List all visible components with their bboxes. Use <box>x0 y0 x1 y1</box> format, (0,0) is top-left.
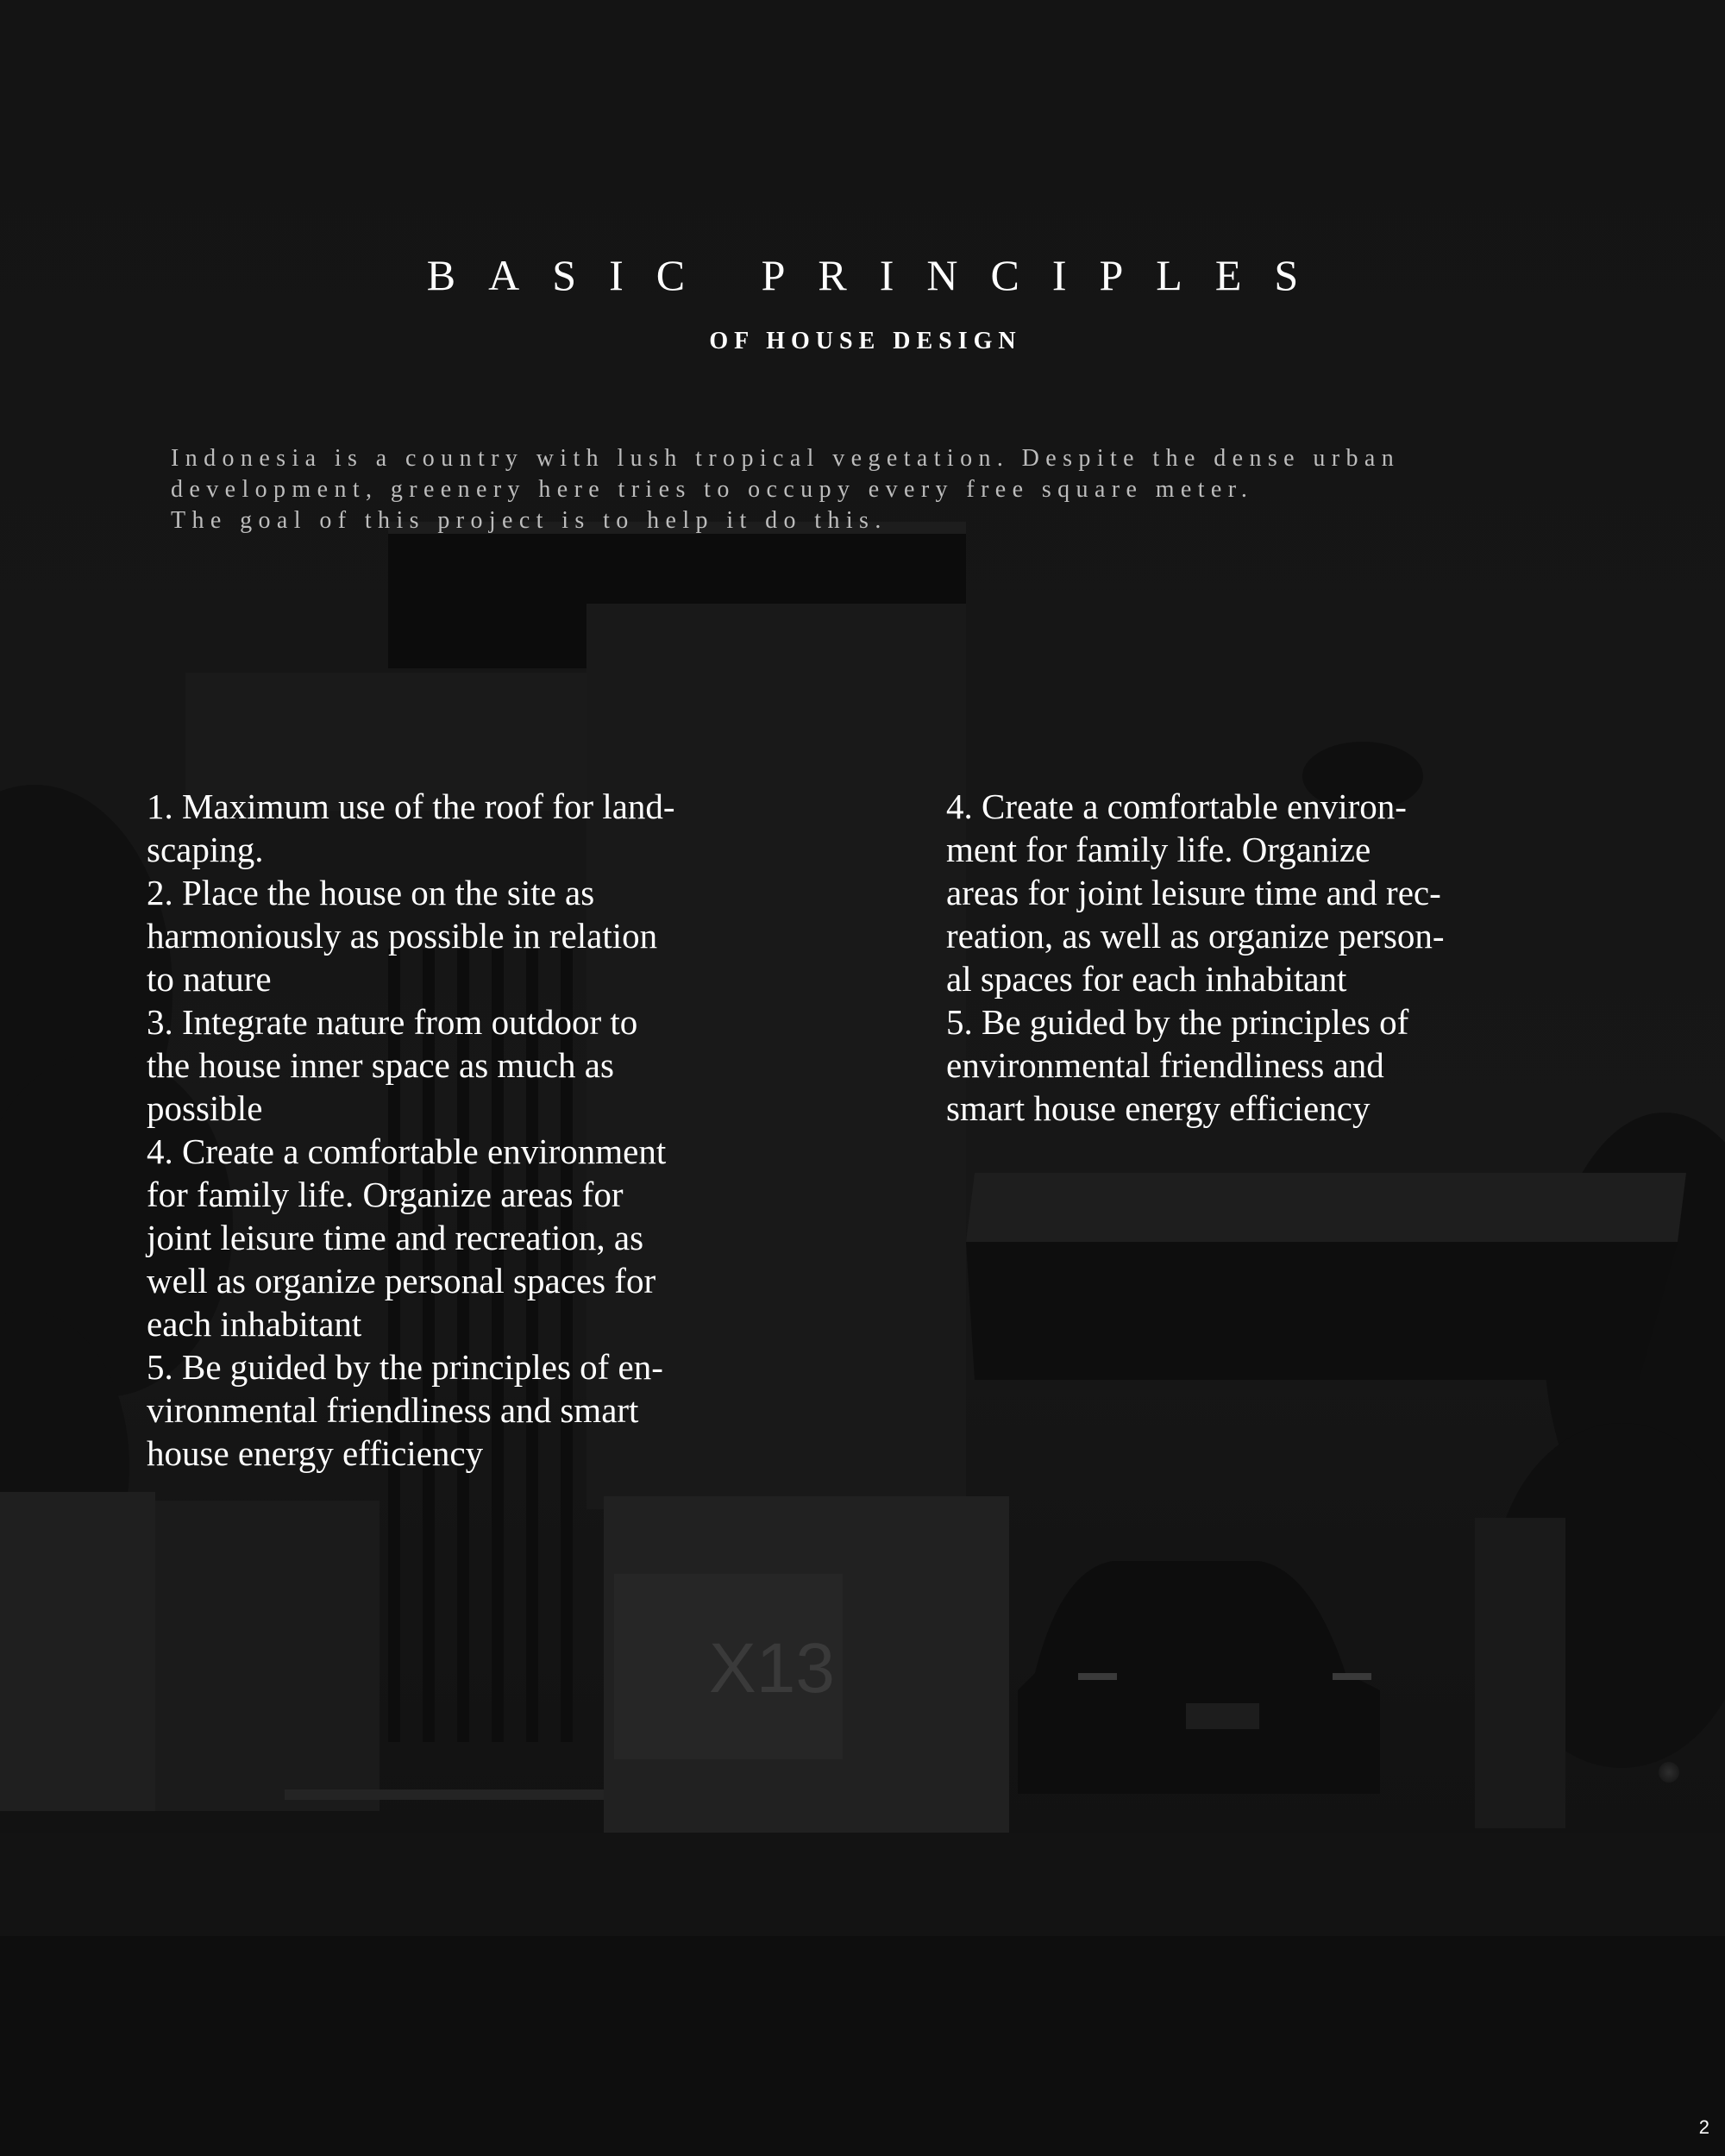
pavement <box>0 1833 1725 1936</box>
carport-roof <box>966 1173 1686 1242</box>
principle-line: environmental friendliness and <box>946 1045 1384 1085</box>
principle-line: the house inner space as much as <box>147 1045 614 1085</box>
intro-paragraph <box>171 443 1551 536</box>
principle-line: 5. Be guided by the principles of <box>946 1002 1409 1042</box>
principle-line: each inhabitant <box>147 1304 362 1344</box>
principle-line: 4. Create a comfortable environ- <box>946 787 1407 826</box>
principle-line: house energy efficiency <box>147 1433 484 1473</box>
principles-list-left <box>147 785 802 1475</box>
principle-line: reation, as well as organize person- <box>946 916 1445 956</box>
principle-line: 5. Be guided by the principles of en- <box>147 1347 663 1387</box>
page-subtitle: OF HOUSE DESIGN <box>709 328 1022 354</box>
page-number: 2 <box>1698 2116 1709 2138</box>
principle-line: for family life. Organize areas for <box>147 1175 624 1214</box>
page-title: BASIC PRINCIPLES <box>426 251 1332 299</box>
principle-line: well as organize personal spaces for <box>147 1261 656 1300</box>
principle-line: 3. Integrate nature from outdoor to <box>147 1002 638 1042</box>
principle-line: al spaces for each inhabitant <box>946 959 1347 999</box>
principle-line: to nature <box>147 959 272 999</box>
principle-line: vironmental friendliness and smart <box>147 1390 639 1430</box>
principle-line: 1. Maximum use of the roof for land- <box>147 787 675 826</box>
principle-line: harmoniously as possible in relation <box>147 916 658 956</box>
principle-line: scaping. <box>147 830 264 869</box>
left-lower-wall <box>0 1492 155 1811</box>
house-number-sign: X13 <box>709 1629 835 1708</box>
principle-line: ment for family life. Organize <box>946 830 1371 869</box>
principles-list-right <box>946 785 1619 1130</box>
principle-line: 2. Place the house on the site as <box>147 873 595 912</box>
principle-line: possible <box>147 1088 263 1128</box>
intro-line: development, greenery here tries to occupy every free square meter. <box>171 476 1254 503</box>
principle-line: joint leisure time and recreation, as <box>147 1218 644 1257</box>
intro-line: Indonesia is a country with lush tropical vegetation. Despite the dense urban <box>171 445 1401 472</box>
intro-line: The goal of this project is to help it do this. <box>171 507 888 534</box>
principle-line: smart house energy efficiency <box>946 1088 1371 1128</box>
principle-line: areas for joint leisure time and rec- <box>946 873 1441 912</box>
principle-line: 4. Create a comfortable environment <box>147 1131 667 1171</box>
